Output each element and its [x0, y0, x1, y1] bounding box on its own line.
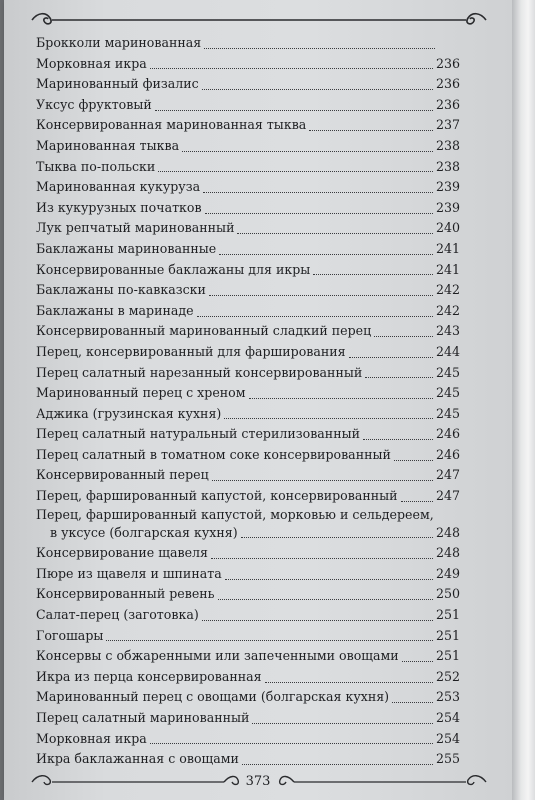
toc-entry[interactable]: [36, 708, 460, 729]
dot-leader: [309, 130, 433, 131]
toc-entry-title: Маринованный физалис: [36, 76, 199, 92]
toc-entry[interactable]: [36, 646, 460, 667]
toc-entry-page-number: 243: [435, 323, 460, 339]
toc-entry-page-number: 251: [435, 648, 460, 664]
toc-entry-page-number: 240: [435, 220, 460, 236]
toc-entry-title-line1: Перец, фаршированный капустой, морковью и сельдереем,: [36, 506, 434, 522]
toc-entry-title: Консервированная маринованная тыква: [36, 117, 307, 133]
dot-leader: [204, 48, 435, 49]
toc-entry-title: Консервы с обжаренными или запеченными овощами: [36, 648, 399, 664]
dot-leader: [209, 295, 433, 296]
table-of-contents: [36, 33, 460, 770]
dot-leader: [203, 192, 433, 193]
toc-entry[interactable]: [36, 667, 460, 688]
toc-entry[interactable]: [36, 404, 460, 425]
dot-leader: [313, 274, 433, 275]
toc-entry-page-number: 254: [435, 730, 460, 746]
toc-entry-page-number: 236: [435, 55, 460, 71]
dot-leader: [363, 439, 433, 440]
toc-entry-page-number: 242: [435, 282, 460, 298]
toc-entry[interactable]: [36, 445, 460, 466]
toc-entry-page-number: 239: [435, 179, 460, 195]
toc-entry[interactable]: [36, 383, 460, 404]
toc-entry-title: Пюре из щавеля и шпината: [36, 565, 222, 581]
toc-entry-page-number: 241: [435, 240, 460, 256]
dot-leader: [249, 398, 433, 399]
toc-entry-title: Консервированный маринованный сладкий перец: [36, 323, 372, 339]
dot-leader: [212, 480, 433, 481]
toc-entry-page-number: 254: [435, 710, 460, 725]
toc-entry-page-number: 255: [435, 751, 460, 767]
toc-entry[interactable]: [36, 260, 460, 281]
dot-leader: [365, 377, 433, 378]
top-ornament-rule: [28, 10, 490, 30]
toc-entry-title: Маринованный перец с овощами (болгарская кухня): [36, 689, 390, 705]
toc-entry-page-number: 242: [435, 302, 460, 318]
dot-leader: [242, 764, 433, 765]
toc-entry-page-number: 245: [435, 364, 460, 380]
dot-leader: [219, 254, 433, 255]
dot-leader: [150, 68, 433, 69]
toc-entry[interactable]: [36, 115, 460, 136]
toc-entry-title: Баклажаны в маринаде: [36, 302, 194, 318]
toc-entry[interactable]: [36, 424, 460, 445]
toc-entry[interactable]: [36, 54, 460, 75]
toc-entry[interactable]: [36, 486, 460, 507]
toc-entry-page-number: 247: [435, 488, 460, 504]
toc-entry[interactable]: [36, 95, 460, 116]
toc-entry-page-number: 244: [435, 343, 460, 359]
toc-entry-title: Икра из перца консервированная: [36, 668, 262, 684]
toc-entry[interactable]: [36, 198, 460, 219]
toc-entry-page-number: 245: [435, 385, 460, 401]
toc-entry[interactable]: [36, 363, 460, 384]
toc-entry-title: Консервирование щавеля: [36, 545, 208, 561]
toc-entry-title: Лук репчатый маринованный: [36, 220, 235, 236]
dot-leader: [241, 537, 433, 538]
toc-entry-title: Морковная икра: [36, 730, 147, 746]
dot-leader: [202, 620, 433, 621]
toc-entry-page-number: 237: [435, 117, 460, 133]
toc-entry-title: Консервированный ревень: [36, 586, 215, 602]
dot-leader: [252, 723, 433, 724]
toc-entry[interactable]: [36, 543, 460, 564]
dot-leader: [158, 171, 433, 172]
toc-entry-page-number: 248: [435, 545, 460, 561]
toc-entry-title: Баклажаны маринованные: [36, 240, 217, 256]
page-footer: [4, 770, 512, 794]
dot-leader: [374, 336, 433, 337]
toc-entry-page-number: 238: [435, 137, 460, 153]
toc-entry-title: Перец салатный маринованный: [36, 710, 250, 725]
dot-leader: [150, 743, 433, 744]
dot-leader: [155, 110, 433, 111]
dot-leader: [218, 599, 433, 600]
dot-leader: [202, 89, 433, 90]
dot-leader: [106, 640, 433, 641]
toc-entry-page-number: 251: [435, 627, 460, 643]
dot-leader: [392, 702, 433, 703]
toc-entry-page-number: 239: [435, 199, 460, 215]
dot-leader: [265, 682, 433, 683]
toc-entry[interactable]: [36, 74, 460, 95]
toc-entry-title: Салат-перец (заготовка): [36, 607, 199, 623]
dot-leader: [224, 418, 433, 419]
dot-leader: [349, 357, 433, 358]
toc-entry-title: Икра баклажанная с овощами: [36, 751, 239, 767]
page-number: 373: [245, 774, 271, 789]
toc-entry-title: Перец салатный в томатном соке консервированный: [36, 446, 391, 462]
toc-entry-title: Перец салатный нарезанный консервированный: [36, 364, 363, 380]
toc-entry-title: Уксус фруктовый: [36, 96, 152, 112]
toc-entry-title: Морковная икра: [36, 55, 147, 71]
toc-entry-title: Маринованная кукуруза: [36, 179, 201, 195]
toc-entry[interactable]: [36, 218, 460, 239]
toc-entry[interactable]: [36, 626, 460, 647]
toc-entry-title: Баклажаны по-кавказски: [36, 282, 206, 298]
toc-entry-page-number: 253: [435, 689, 460, 705]
page-stack-edge: [512, 0, 535, 800]
toc-entry-title: Перец, фаршированный капустой, консервированный: [36, 488, 398, 504]
toc-entry-title: Маринованный перец с хреном: [36, 385, 246, 401]
toc-entry-page-number: 252: [435, 668, 460, 684]
toc-entry[interactable]: [36, 301, 460, 322]
toc-entry[interactable]: [36, 33, 460, 54]
toc-entry-page-number: 247: [435, 467, 460, 483]
toc-entry-page-number: 246: [435, 446, 460, 462]
toc-entry-title: Перец салатный натуральный стерилизованный: [36, 426, 361, 442]
dot-leader: [401, 501, 433, 502]
toc-entry-page-number: 238: [435, 158, 460, 174]
toc-entry-title: Тыква по-польски: [36, 158, 156, 174]
dot-leader: [205, 213, 433, 214]
toc-entry[interactable]: [36, 157, 460, 178]
toc-entry-page-number: 236: [435, 76, 460, 92]
toc-entry[interactable]: [36, 321, 460, 342]
toc-entry-page-number: 246: [435, 426, 460, 442]
toc-entry-title: Перец, консервированный для фарширования: [36, 343, 346, 359]
toc-entry-page-number: 241: [435, 261, 460, 277]
toc-entry-title: Брокколи маринованная: [36, 35, 202, 50]
toc-entry[interactable]: [36, 605, 460, 626]
toc-entry[interactable]: [36, 729, 460, 750]
toc-entry[interactable]: [36, 136, 460, 157]
toc-entry-title: Консервированный перец: [36, 467, 209, 483]
toc-entry-title: Гогошары: [36, 627, 104, 643]
toc-entry-page-number: 236: [435, 96, 460, 112]
toc-entry[interactable]: [36, 280, 460, 301]
toc-entry-title: в уксусе (болгарская кухня): [50, 524, 238, 540]
toc-entry-page-number: 250: [435, 586, 460, 602]
toc-entry-title: Консервированные баклажаны для икры: [36, 261, 311, 277]
toc-entry-title: Маринованная тыква: [36, 137, 180, 153]
toc-entry-title: Из кукурузных початков: [36, 199, 202, 215]
book-page: [4, 0, 512, 800]
toc-entry[interactable]: [36, 687, 460, 708]
toc-entry[interactable]: [36, 177, 460, 198]
dot-leader: [197, 316, 433, 317]
toc-entry[interactable]: [36, 749, 460, 770]
toc-entry-page-number: 249: [435, 565, 460, 581]
toc-entry-page-number: 248: [435, 524, 460, 540]
dot-leader: [394, 460, 433, 461]
dot-leader: [225, 579, 433, 580]
dot-leader: [402, 661, 433, 662]
toc-entry[interactable]: [36, 584, 460, 605]
dot-leader: [182, 151, 433, 152]
toc-entry[interactable]: [36, 523, 460, 544]
toc-entry-title: Аджика (грузинская кухня): [36, 405, 222, 421]
dot-leader: [211, 558, 433, 559]
toc-entry-page-number: 245: [435, 405, 460, 421]
toc-entry[interactable]: [36, 342, 460, 363]
toc-entry-page-number: 251: [435, 607, 460, 623]
toc-entry[interactable]: [36, 239, 460, 260]
dot-leader: [237, 233, 432, 234]
toc-entry[interactable]: [36, 465, 460, 486]
toc-entry[interactable]: [36, 564, 460, 585]
